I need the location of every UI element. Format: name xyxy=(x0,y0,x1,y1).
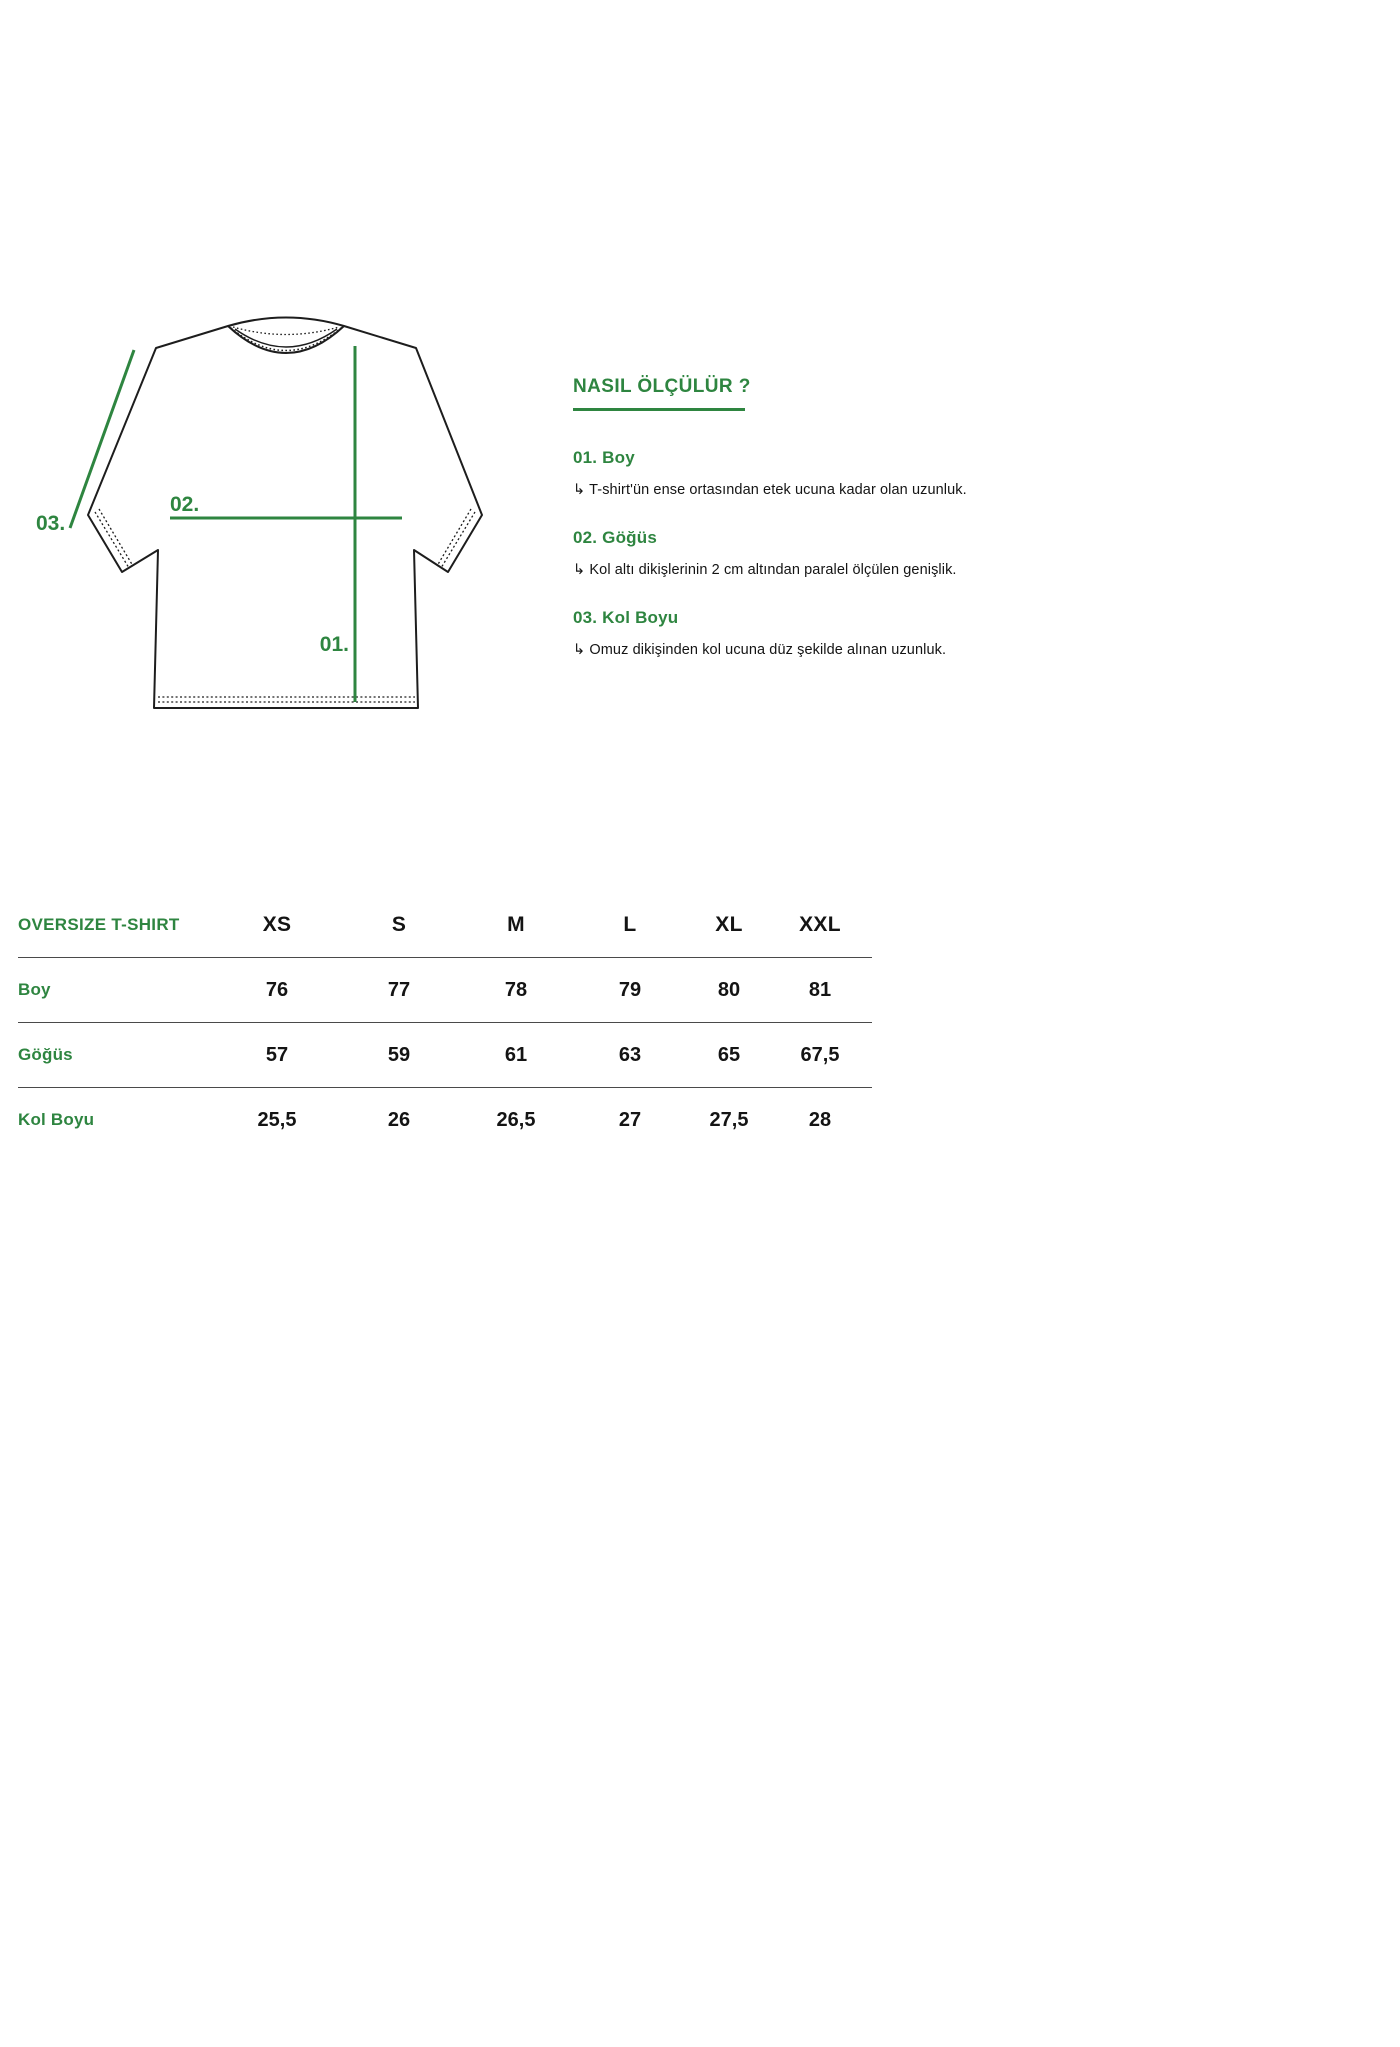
size-cell: 80 xyxy=(717,978,741,1001)
tshirt-diagram xyxy=(30,300,530,740)
size-cell: 81 xyxy=(808,978,832,1001)
size-cell: 76 xyxy=(265,978,289,1001)
measure-label-02: 02. xyxy=(170,493,200,516)
measure-item-heading: 01. Boy xyxy=(573,448,635,467)
size-table xyxy=(18,893,872,1152)
size-table-header-row xyxy=(18,893,872,958)
size-col-xl: XL xyxy=(715,913,743,936)
measure-item-sleeve xyxy=(573,608,1043,659)
table-row-gogus xyxy=(18,1023,872,1088)
size-cell: 57 xyxy=(265,1043,289,1066)
size-cell: 26,5 xyxy=(496,1108,536,1131)
size-col-xs: XS xyxy=(262,913,292,936)
size-cell: 78 xyxy=(504,978,528,1001)
size-cell: 65 xyxy=(717,1043,741,1066)
how-to-measure-section xyxy=(573,376,1043,659)
tshirt-diagram-svg xyxy=(30,300,530,740)
tshirt-outline xyxy=(88,318,482,709)
row-label: Göğüs xyxy=(18,1045,73,1064)
measure-item-heading: 03. Kol Boyu xyxy=(573,608,679,627)
size-cell: 25,5 xyxy=(257,1108,297,1131)
size-cell: 27,5 xyxy=(709,1108,749,1131)
measure-item-description: ↳ Omuz dikişinden kol ucuna düz şekilde alınan uzunluk. xyxy=(573,642,947,658)
measure-item-description: ↳ T-shirt'ün ense ortasından etek ucuna kadar olan uzunluk. xyxy=(573,482,967,498)
row-label: Boy xyxy=(18,980,51,999)
table-row-boy xyxy=(18,958,872,1023)
measure-item-description: ↳ Kol altı dikişlerinin 2 cm altından paralel ölçülen genişlik. xyxy=(573,562,957,578)
size-cell: 77 xyxy=(387,978,411,1001)
size-cell: 28 xyxy=(808,1108,832,1131)
size-cell: 59 xyxy=(387,1043,411,1066)
row-label: Kol Boyu xyxy=(18,1110,95,1129)
product-name: OVERSIZE T-SHIRT xyxy=(18,915,180,934)
measure-item-length xyxy=(573,448,1043,499)
size-cell: 61 xyxy=(504,1043,528,1066)
measure-label-03: 03. xyxy=(36,512,66,535)
measure-item-chest xyxy=(573,528,1043,579)
size-cell: 63 xyxy=(618,1043,642,1066)
size-col-m: M xyxy=(507,913,525,936)
how-to-measure-title: NASIL ÖLÇÜLÜR ? xyxy=(573,376,751,397)
size-cell: 26 xyxy=(387,1108,411,1131)
size-cell: 79 xyxy=(618,978,642,1001)
table-row-kol-boyu xyxy=(18,1088,872,1152)
size-col-l: L xyxy=(623,913,637,936)
title-underline xyxy=(573,408,745,411)
size-col-s: S xyxy=(391,913,407,936)
size-cell: 27 xyxy=(618,1108,642,1131)
size-cell: 67,5 xyxy=(800,1043,840,1066)
size-col-xxl: XXL xyxy=(799,913,841,936)
measure-label-01: 01. xyxy=(319,633,349,656)
measure-item-heading: 02. Göğüs xyxy=(573,528,657,547)
